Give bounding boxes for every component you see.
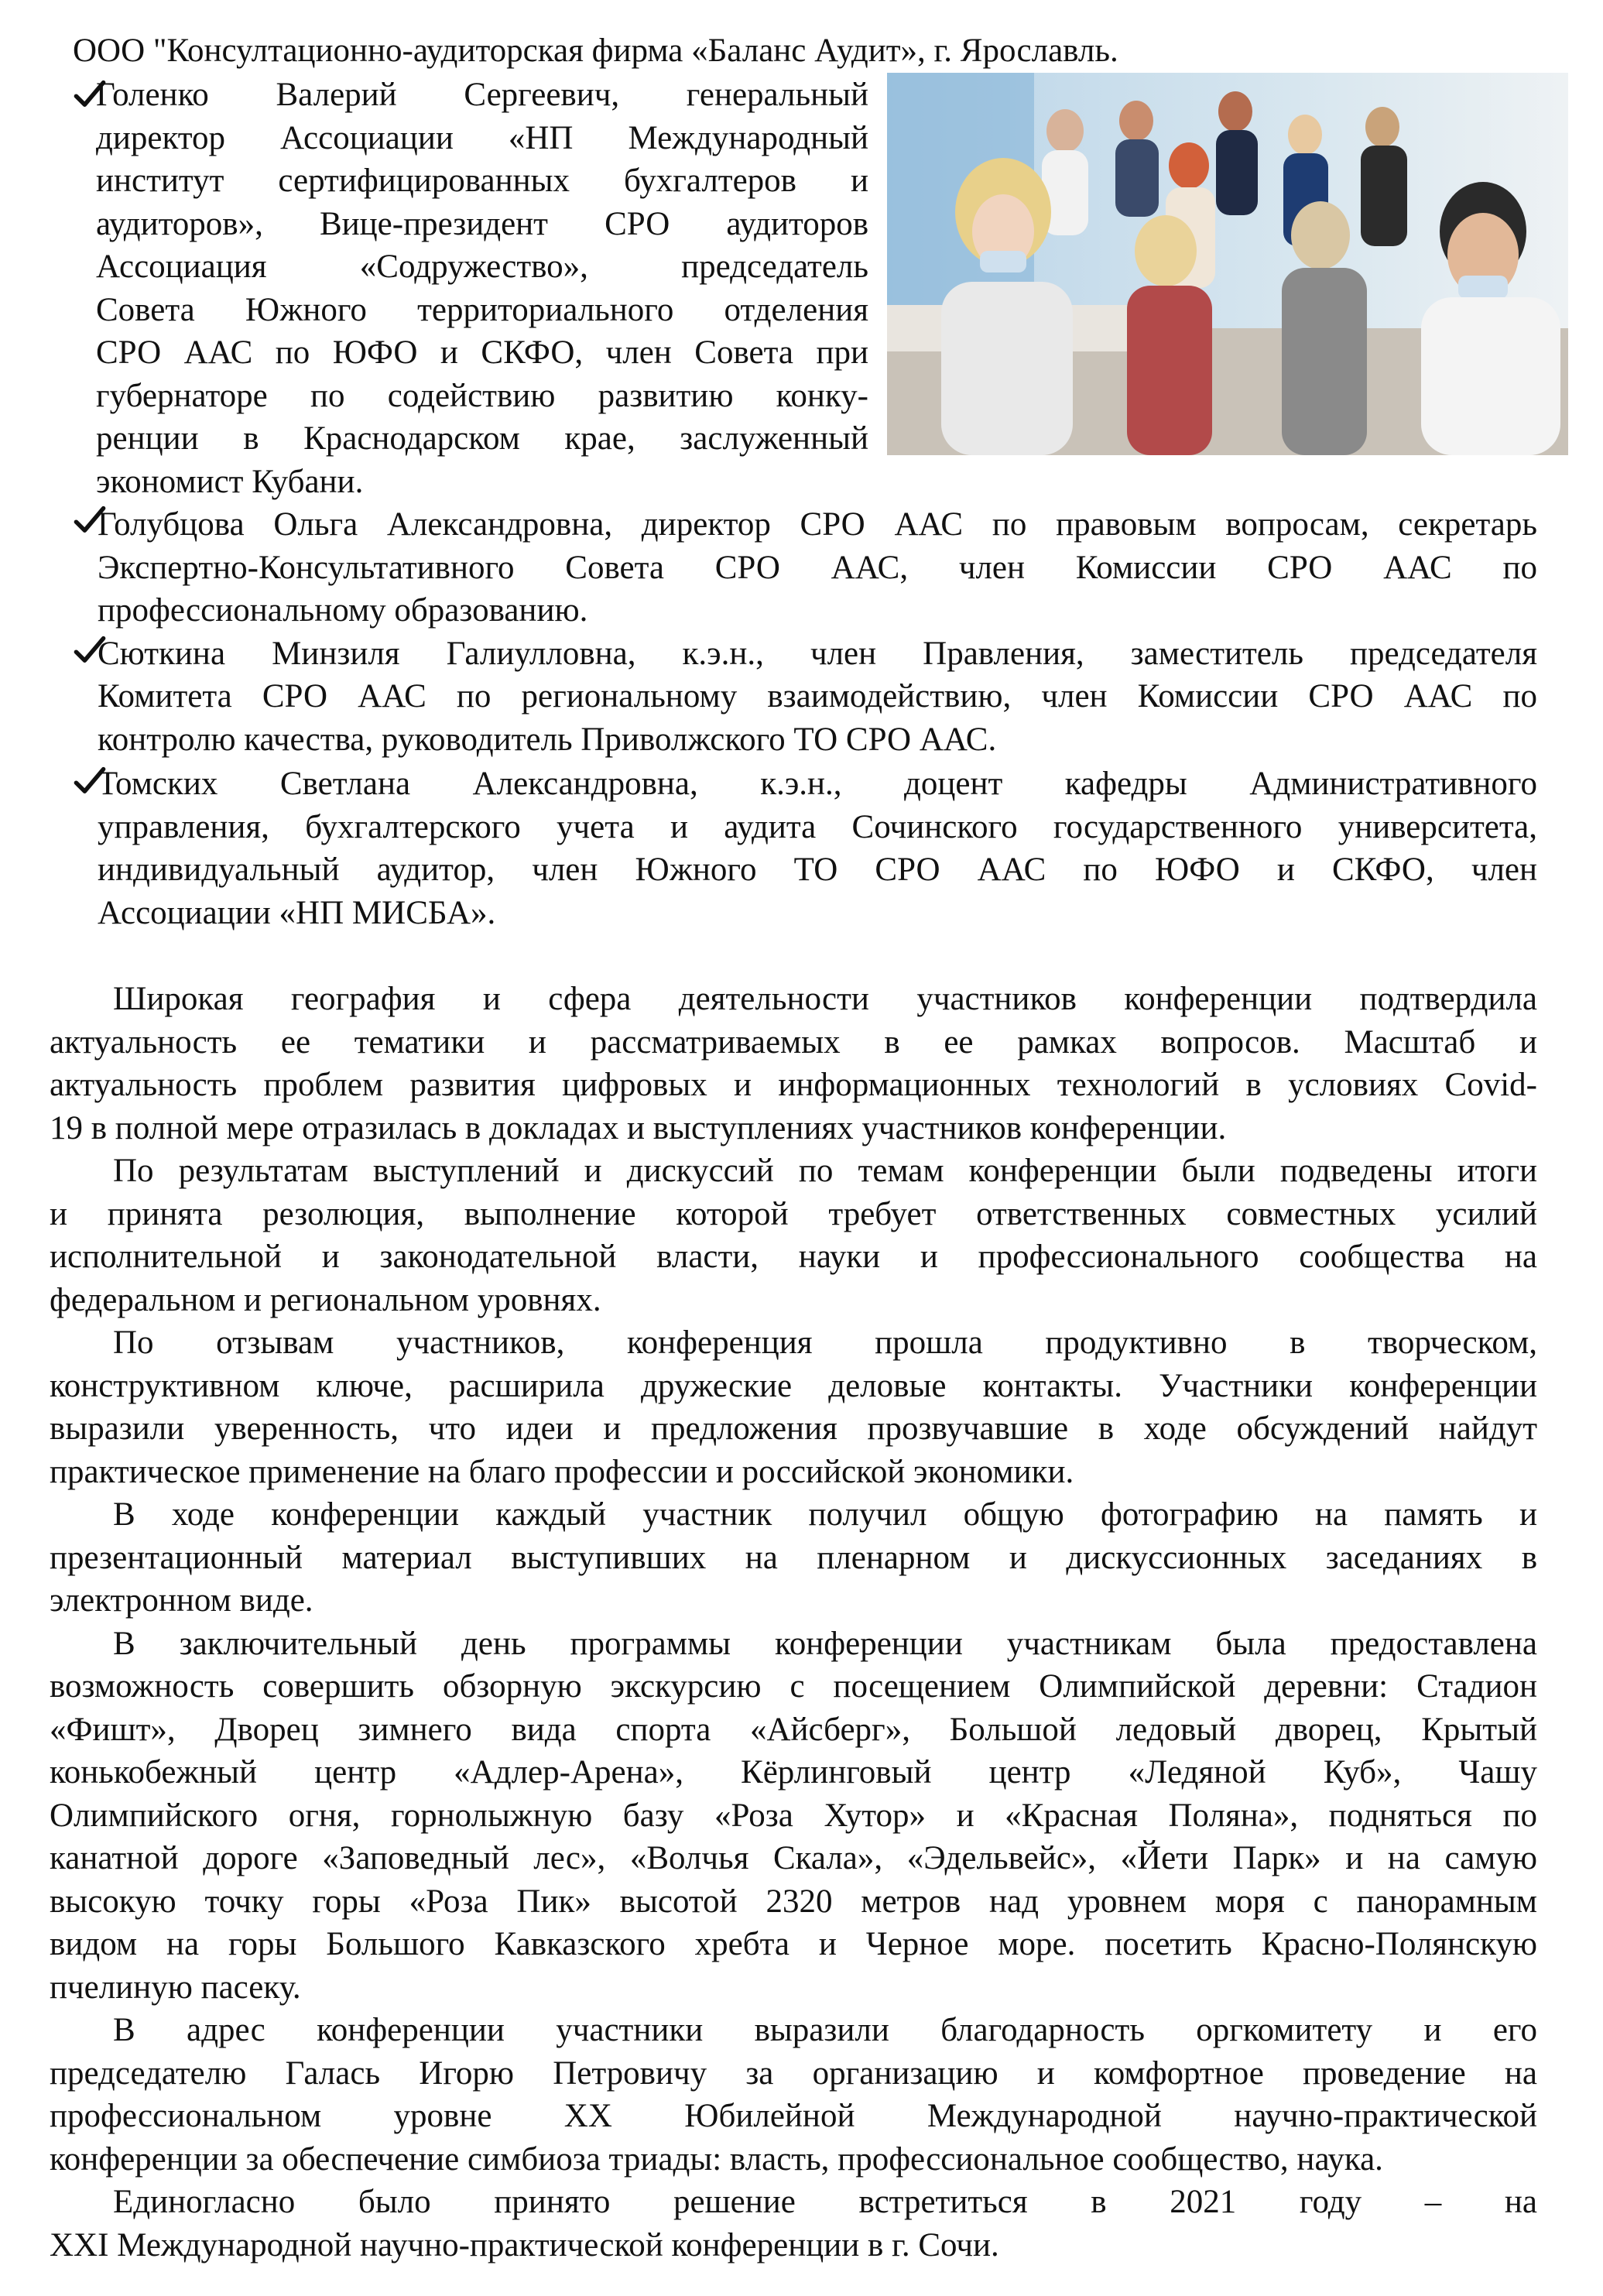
paragraph-line: исполнительной и законодательной власти, науки и профессионального сообщества на — [50, 1239, 1537, 1275]
paragraph-line: «Фишт», Дворец зимнего вида спорта «Айсберг», Большой ледовый дворец, Крытый — [50, 1712, 1537, 1748]
participant-line: аудиторов», Вице-президент СРО аудиторов — [96, 206, 868, 242]
paragraph-line: По отзывам участников, конференция прошла продуктивно в творческом, — [113, 1324, 1537, 1361]
participant-line: Голубцова Ольга Александровна, директор СРО ААС по правовым вопросам, секретарь — [98, 506, 1537, 543]
paragraph-line: Олимпийского огня, горнолыжную базу «Роза Хутор» и «Красная Поляна», подняться по — [50, 1797, 1537, 1834]
conference-photo — [887, 73, 1568, 455]
paragraph-line: конструктивном ключе, расширила дружеские деловые контакты. Участники конференции — [50, 1368, 1537, 1404]
intro-line: ООО "Консултационно-аудиторская фирма «Баланс Аудит», г. Ярославль. — [73, 33, 1118, 69]
participant-line: Совета Южного территориального отделения — [96, 292, 868, 328]
participant-line: Голенко Валерий Сергеевич, генеральный — [96, 77, 868, 113]
paragraph-line: Единогласно было принято решение встретиться в 2021 году – на — [113, 2184, 1537, 2220]
paragraph-line: пчелиную пасеку. — [50, 1969, 301, 2006]
paragraph-line: В адрес конференции участники выразили благодарность оргкомитету и его — [113, 2012, 1537, 2048]
participant-line: индивидуальный аудитор, член Южного ТО СРО ААС по ЮФО и СКФО, член — [98, 852, 1537, 888]
paragraph-line: В ходе конференции каждый участник получил общую фотографию на память и — [113, 1496, 1537, 1533]
participant-line: Сюткина Минзиля Галиулловна, к.э.н., член Правления, заместитель председателя — [98, 636, 1537, 672]
paragraph-line: 19 в полной мере отразилась в докладах и выступлениях участников конференции. — [50, 1110, 1227, 1146]
paragraph-line: высокую точку горы «Роза Пик» высотой 2320 метров над уровнем моря с панорамным — [50, 1883, 1537, 1920]
participant-line: Ассоциации «НП МИСБА». — [98, 895, 496, 931]
paragraph-line: выразили уверенность, что идеи и предложения прозвучавшие в ходе обсуждений найдут — [50, 1410, 1537, 1447]
participant-line: институт сертифицированных бухгалтеров и — [96, 163, 868, 199]
participant-line: директор Ассоциации «НП Международный — [96, 120, 868, 156]
paragraph-line: актуальность ее тематики и рассматриваемых в ее рамках вопросов. Масштаб и — [50, 1024, 1537, 1061]
paragraph-line: видом на горы Большого Кавказского хребта и Черное море. посетить Красно-Полянскую — [50, 1926, 1537, 1962]
participant-line: губернаторе по содействию развитию конку- — [96, 378, 868, 414]
paragraph-line: электронном виде. — [50, 1582, 313, 1619]
paragraph-line: председателю Галась Игорю Петровичу за организацию и комфортное проведение на — [50, 2055, 1537, 2092]
participant-line: управления, бухгалтерского учета и аудита Сочинского государственного университета, — [98, 809, 1537, 845]
participant-line: профессиональному образованию. — [98, 592, 588, 629]
participant-line: СРО ААС по ЮФО и СКФО, член Совета при — [96, 334, 868, 371]
participant-line: Экспертно-Консультативного Совета СРО ААС, член Комиссии СРО ААС по — [98, 550, 1537, 586]
paragraph-line: конькобежный центр «Адлер-Арена», Кёрлинговый центр «Ледяной Куб», Чашу — [50, 1754, 1537, 1791]
paragraph-line: Широкая география и сфера деятельности участников конференции подтвердила — [113, 981, 1537, 1017]
paragraph-line: канатной дороге «Заповедный лес», «Волчья Скала», «Эдельвейс», «Йети Парк» и на самую — [50, 1840, 1537, 1876]
participant-line: Ассоциация «Содружество», председатель — [96, 248, 868, 285]
participant-line: экономист Кубани. — [96, 464, 364, 500]
paragraph-line: профессиональном уровне XX Юбилейной Международной научно-практической — [50, 2098, 1537, 2134]
participant-line: ренции в Краснодарском крае, заслуженный — [96, 420, 868, 457]
paragraph-line: По результатам выступлений и дискуссий по темам конференции были подведены итоги — [113, 1153, 1537, 1189]
paragraph-line: презентационный материал выступивших на пленарном и дискуссионных заседаниях в — [50, 1540, 1537, 1576]
paragraph-line: конференции за обеспечение симбиоза триады: власть, профессиональное сообщество, наука. — [50, 2141, 1383, 2178]
paragraph-line: возможность совершить обзорную экскурсию с посещением Олимпийской деревни: Стадион — [50, 1668, 1537, 1705]
paragraph-line: XXI Международной научно-практической конференции в г. Сочи. — [50, 2227, 999, 2263]
participant-line: контролю качества, руководитель Приволжского ТО СРО ААС. — [98, 721, 997, 758]
participant-line: Комитета СРО ААС по региональному взаимодействию, член Комиссии СРО ААС по — [98, 678, 1537, 715]
paragraph-line: практическое применение на благо профессии и российской экономики. — [50, 1454, 1074, 1490]
paragraph-line: актуальность проблем развития цифровых и информационных технологий в условиях Covid- — [50, 1067, 1537, 1103]
paragraph-line: федеральном и региональном уровнях. — [50, 1282, 601, 1318]
participant-line: Томских Светлана Александровна, к.э.н., доцент кафедры Административного — [98, 766, 1537, 802]
paragraph-line: и принята резолюция, выполнение которой требует ответственных совместных усилий — [50, 1196, 1537, 1232]
paragraph-line: В заключительный день программы конференции участникам была предоставлена — [113, 1626, 1537, 1662]
